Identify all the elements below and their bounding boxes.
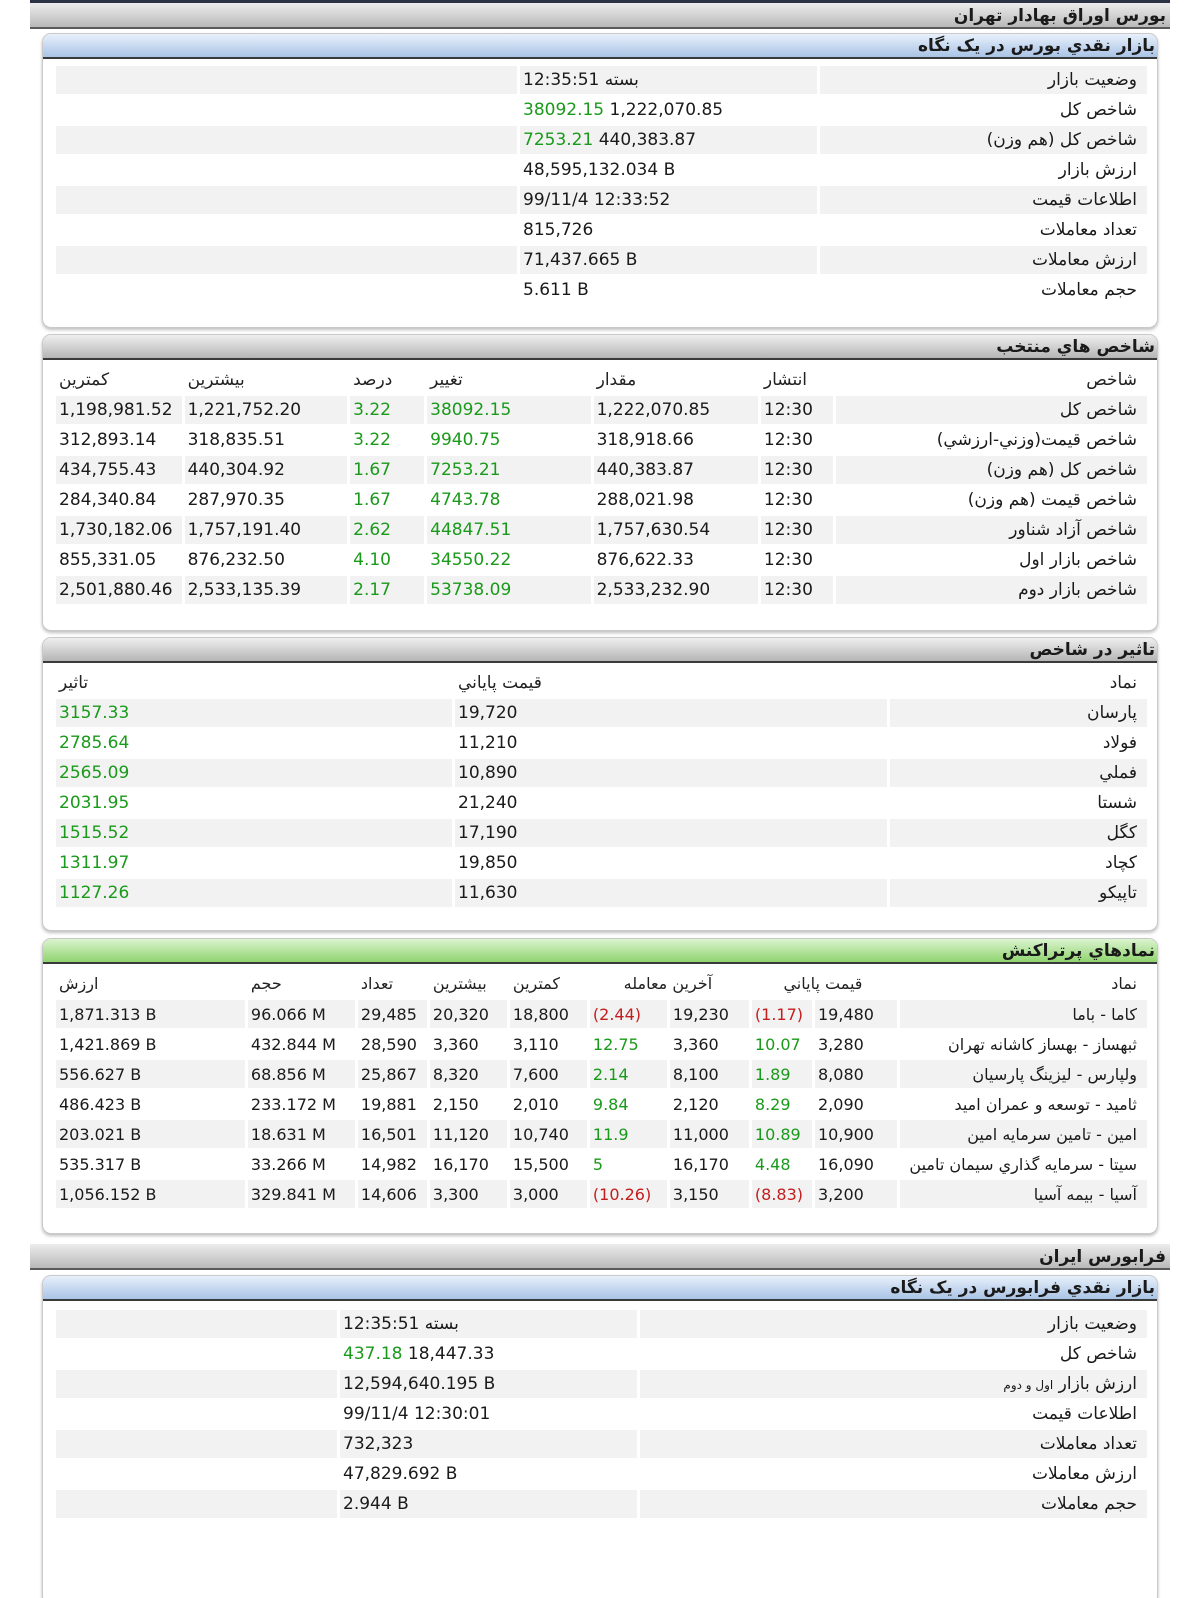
low-price: 7,600 <box>507 1060 587 1088</box>
impact-symbol[interactable]: کچاد <box>887 849 1147 877</box>
index-percent-cell: 3.22 <box>347 426 424 454</box>
col-header-volume: حجم <box>250 974 282 993</box>
last-price: 2,120 <box>667 1090 749 1118</box>
col-header-symbol: نماد <box>1111 974 1137 993</box>
high-price: 11,120 <box>427 1120 507 1148</box>
index-index-cell: شاخص بازار اول <box>833 546 1147 574</box>
empty-cell <box>53 156 517 184</box>
impact-row <box>53 729 1147 757</box>
col-header-value: ارزش <box>59 974 99 993</box>
ifb-label-text: ارزش معاملات <box>1031 1464 1137 1484</box>
index-index-cell: شاخص کل (هم وزن) <box>833 456 1147 484</box>
index-index-cell: شاخص قيمت (هم وزن) <box>833 486 1147 514</box>
summary-label: ارزش معاملات <box>817 246 1147 274</box>
index-row <box>53 426 1147 454</box>
index-index-cell: شاخص قيمت(وزني-ارزشي) <box>833 426 1147 454</box>
impact-row <box>53 879 1147 907</box>
low-price: 18,800 <box>507 1000 587 1028</box>
active-symbol-row <box>53 1000 1147 1028</box>
ifb-summary-value-text: 99/11/4 12:30:01 <box>343 1404 491 1424</box>
index-index-cell: شاخص آزاد شناور <box>833 516 1147 544</box>
high-price: 3,360 <box>427 1030 507 1058</box>
ifb-label-text: اطلاعات قيمت <box>1032 1404 1137 1424</box>
summary-value-text: 1,222,070.85 <box>609 100 724 120</box>
ifb-section-title: فرابورس ايران <box>30 1244 1170 1270</box>
index-percent-cell: 2.17 <box>347 576 424 604</box>
empty-cell <box>53 1400 337 1428</box>
col-header-close: قيمت پاياني <box>783 974 863 993</box>
impact-row <box>53 699 1147 727</box>
empty-cell <box>53 96 517 124</box>
selected-indices-panel <box>42 334 1158 631</box>
active-symbol-name[interactable]: سيتا - سرمايه گذاري سيمان تامين <box>897 1150 1147 1178</box>
close-percent: 10.89 <box>749 1120 812 1148</box>
close-percent: 10.07 <box>749 1030 812 1058</box>
index-low-cell: 2,501,880.46 <box>53 576 182 604</box>
ifb-summary-label <box>637 1430 1147 1458</box>
index-time-cell: 12:30 <box>758 456 834 484</box>
ifb-summary-value-text: 12:35:51 <box>343 1314 420 1334</box>
active-symbol-row <box>53 1180 1147 1208</box>
summary-value-text: 71,437.665 B <box>523 250 638 270</box>
empty-cell <box>53 276 517 304</box>
ifb-label-text: تعداد معاملات <box>1039 1434 1137 1454</box>
index-time-cell: 12:30 <box>758 516 834 544</box>
active-symbol-row <box>53 1150 1147 1178</box>
summary-row <box>53 66 1147 94</box>
summary-value-text: 5.611 B <box>523 280 589 300</box>
summary-row <box>53 276 1147 304</box>
index-low-cell: 312,893.14 <box>53 426 182 454</box>
impact-symbol[interactable]: شستا <box>887 789 1147 817</box>
trade-count: 14,982 <box>355 1150 427 1178</box>
ifb-summary-value-text: 12,594,640.195 B <box>343 1374 496 1394</box>
summary-value-text: 12:35:51 <box>523 70 600 90</box>
close-price: 10,900 <box>812 1120 897 1148</box>
col-header-low: کمترين <box>59 369 110 390</box>
selected-indices-title: شاخص هاي منتخب <box>43 335 1157 360</box>
ifb-summary-row <box>53 1370 1147 1398</box>
index-impact-panel <box>42 637 1158 931</box>
col-header-index: شاخص <box>1086 369 1137 390</box>
empty-cell <box>53 246 517 274</box>
ifb-summary-value-text: 2.944 B <box>343 1494 409 1514</box>
trade-value: 1,871.313 B <box>53 1000 245 1028</box>
ifb-summary-value <box>337 1310 637 1338</box>
summary-row <box>53 96 1147 124</box>
index-value-cell: 318,918.66 <box>591 426 758 454</box>
impact-close: 21,240 <box>452 789 887 817</box>
index-percent-cell: 3.22 <box>347 396 424 424</box>
impact-value: 1127.26 <box>53 879 452 907</box>
index-percent-cell: 1.67 <box>347 486 424 514</box>
ifb-summary-value <box>337 1400 637 1428</box>
active-symbol-name[interactable]: ثاميد - توسعه و عمران اميد <box>897 1090 1147 1118</box>
low-price: 3,000 <box>507 1180 587 1208</box>
summary-label: ارزش بازار <box>817 156 1147 184</box>
index-change-cell: 53738.09 <box>424 576 590 604</box>
active-symbol-row <box>53 1090 1147 1118</box>
ifb-summary-value-text: 18,447.33 <box>407 1344 495 1364</box>
summary-value-text: 440,383.87 <box>598 130 697 150</box>
close-price: 16,090 <box>812 1150 897 1178</box>
last-percent: 2.14 <box>587 1060 667 1088</box>
empty-cell <box>53 1460 337 1488</box>
index-change-cell: 38092.15 <box>424 396 590 424</box>
empty-cell <box>53 1490 337 1518</box>
active-symbols-table <box>53 967 1147 1210</box>
index-change-cell: 7253.21 <box>424 456 590 484</box>
trade-value: 1,056.152 B <box>53 1180 245 1208</box>
active-symbol-name[interactable]: ثبهساز - بهساز کاشانه تهران <box>897 1030 1147 1058</box>
impact-row <box>53 789 1147 817</box>
col-header-high: بيشترين <box>187 369 245 390</box>
col-header-value: مقدار <box>596 369 637 390</box>
impact-row <box>53 849 1147 877</box>
index-row <box>53 396 1147 424</box>
cash-market-title: بازار نقدي بورس در يک نگاه <box>43 34 1157 59</box>
ifb-summary-value-text: 47,829.692 B <box>343 1464 458 1484</box>
summary-value <box>517 96 817 124</box>
impact-symbol[interactable]: فملي <box>887 759 1147 787</box>
high-price: 16,170 <box>427 1150 507 1178</box>
index-change-cell: 9940.75 <box>424 426 590 454</box>
ifb-label-text: شاخص کل <box>1059 1344 1137 1364</box>
empty-cell <box>53 186 517 214</box>
ifb-summary-value <box>337 1430 637 1458</box>
close-price: 19,480 <box>812 1000 897 1028</box>
tse-section-title: بورس اوراق بهادار تهران <box>30 3 1170 29</box>
index-row <box>53 576 1147 604</box>
active-symbol-name[interactable]: کاما - باما <box>897 1000 1147 1028</box>
active-symbol-name[interactable]: امين - تامين سرمايه امين <box>897 1120 1147 1148</box>
summary-label: تعداد معاملات <box>817 216 1147 244</box>
trade-value: 486.423 B <box>53 1090 245 1118</box>
active-symbols-title: نمادهاي پرتراکنش <box>43 939 1157 964</box>
low-price: 10,740 <box>507 1120 587 1148</box>
index-value-cell: 440,383.87 <box>591 456 758 484</box>
impact-value: 2031.95 <box>53 789 452 817</box>
ifb-label-text: وضعيت بازار <box>1047 1314 1137 1334</box>
ifb-summary-row <box>53 1490 1147 1518</box>
last-percent: 9.84 <box>587 1090 667 1118</box>
summary-value-text: 815,726 <box>523 220 594 240</box>
summary-value <box>517 276 817 304</box>
index-time-cell: 12:30 <box>758 426 834 454</box>
last-price: 19,230 <box>667 1000 749 1028</box>
last-percent: 5 <box>587 1150 667 1178</box>
summary-value-text: 99/11/4 12:33:52 <box>523 190 671 210</box>
close-price: 8,080 <box>812 1060 897 1088</box>
index-high-cell: 318,835.51 <box>182 426 348 454</box>
impact-close: 11,630 <box>452 879 887 907</box>
ifb-summary-row <box>53 1430 1147 1458</box>
impact-symbol[interactable]: فولاد <box>887 729 1147 757</box>
impact-close: 11,210 <box>452 729 887 757</box>
impact-value: 2785.64 <box>53 729 452 757</box>
high-price: 8,320 <box>427 1060 507 1088</box>
low-price: 15,500 <box>507 1150 587 1178</box>
trade-volume: 33.266 M <box>245 1150 355 1178</box>
close-percent: (8.83) <box>749 1180 812 1208</box>
col-header-change: تغيير <box>430 369 463 390</box>
trade-value: 1,421.869 B <box>53 1030 245 1058</box>
index-row <box>53 516 1147 544</box>
trade-count: 25,867 <box>355 1060 427 1088</box>
impact-close: 19,850 <box>452 849 887 877</box>
trade-value: 535.317 B <box>53 1150 245 1178</box>
index-change-cell: 34550.22 <box>424 546 590 574</box>
active-symbol-row <box>53 1060 1147 1088</box>
summary-label: وضعيت بازار <box>817 66 1147 94</box>
index-low-cell: 434,755.43 <box>53 456 182 484</box>
ifb-summary-row <box>53 1340 1147 1368</box>
trade-volume: 329.841 M <box>245 1180 355 1208</box>
index-value-cell: 2,533,232.90 <box>591 576 758 604</box>
trade-value: 203.021 B <box>53 1120 245 1148</box>
close-percent: 1.89 <box>749 1060 812 1088</box>
trade-volume: 432.844 M <box>245 1030 355 1058</box>
ifb-summary-label <box>637 1460 1147 1488</box>
summary-change: 7253.21 <box>523 130 594 150</box>
index-high-cell: 876,232.50 <box>182 546 348 574</box>
index-high-cell: 1,221,752.20 <box>182 396 348 424</box>
ifb-label-text: حجم معاملات <box>1041 1494 1137 1514</box>
close-percent: 4.48 <box>749 1150 812 1178</box>
trade-count: 14,606 <box>355 1180 427 1208</box>
last-percent: (2.44) <box>587 1000 667 1028</box>
index-percent-cell: 2.62 <box>347 516 424 544</box>
impact-value: 1515.52 <box>53 819 452 847</box>
close-price: 2,090 <box>812 1090 897 1118</box>
ifb-summary-label <box>637 1490 1147 1518</box>
market-status-text: بسته <box>604 70 639 90</box>
high-price: 2,150 <box>427 1090 507 1118</box>
ifb-summary-value <box>337 1370 637 1398</box>
summary-value <box>517 186 817 214</box>
cash-market-table <box>53 64 1147 306</box>
summary-label: شاخص کل (هم وزن) <box>817 126 1147 154</box>
trade-count: 16,501 <box>355 1120 427 1148</box>
col-header-last: آخرين معامله <box>623 974 713 993</box>
impact-close: 17,190 <box>452 819 887 847</box>
summary-change: 38092.15 <box>523 100 605 120</box>
col-header-count: تعداد <box>360 974 394 993</box>
index-percent-cell: 1.67 <box>347 456 424 484</box>
index-low-cell: 284,340.84 <box>53 486 182 514</box>
empty-cell <box>53 66 517 94</box>
col-header-impact: تاثير <box>59 672 89 693</box>
empty-cell <box>53 1340 337 1368</box>
summary-value <box>517 66 817 94</box>
index-time-cell: 12:30 <box>758 396 834 424</box>
index-low-cell: 1,198,981.52 <box>53 396 182 424</box>
impact-row <box>53 759 1147 787</box>
active-symbol-row <box>53 1030 1147 1058</box>
index-value-cell: 288,021.98 <box>591 486 758 514</box>
ifb-summary-label <box>637 1340 1147 1368</box>
index-time-cell: 12:30 <box>758 486 834 514</box>
ifb-summary-value <box>337 1460 637 1488</box>
close-price: 3,280 <box>812 1030 897 1058</box>
index-change-cell: 44847.51 <box>424 516 590 544</box>
col-header-low: کمترين <box>512 974 561 993</box>
close-percent: 8.29 <box>749 1090 812 1118</box>
index-impact-table <box>53 666 1147 909</box>
ifb-summary-value <box>337 1340 637 1368</box>
empty-cell <box>53 1370 337 1398</box>
trade-volume: 96.066 M <box>245 1000 355 1028</box>
trade-count: 29,485 <box>355 1000 427 1028</box>
col-header-high: بيشترين <box>432 974 487 993</box>
empty-cell <box>53 1430 337 1458</box>
empty-cell <box>53 216 517 244</box>
ifb-market-title: بازار نقدي فرابورس در يک نگاه <box>43 1276 1157 1301</box>
close-percent: (1.17) <box>749 1000 812 1028</box>
ifb-summary-row <box>53 1400 1147 1428</box>
index-index-cell: شاخص کل <box>833 396 1147 424</box>
empty-cell <box>53 126 517 154</box>
last-price: 11,000 <box>667 1120 749 1148</box>
impact-value: 2565.09 <box>53 759 452 787</box>
summary-value-text: 48,595,132.034 B <box>523 160 676 180</box>
last-percent: 11.9 <box>587 1120 667 1148</box>
index-row <box>53 456 1147 484</box>
index-row <box>53 486 1147 514</box>
summary-row <box>53 186 1147 214</box>
trade-volume: 233.172 M <box>245 1090 355 1118</box>
index-impact-title: تاثير در شاخص <box>43 638 1157 663</box>
index-index-cell: شاخص بازار دوم <box>833 576 1147 604</box>
ifb-market-panel <box>42 1275 1158 1598</box>
index-high-cell: 440,304.92 <box>182 456 348 484</box>
impact-value: 3157.33 <box>53 699 452 727</box>
ifb-summary-change: 437.18 <box>343 1344 403 1364</box>
summary-value <box>517 216 817 244</box>
index-percent-cell: 4.10 <box>347 546 424 574</box>
low-price: 2,010 <box>507 1090 587 1118</box>
active-symbol-name[interactable]: ولپارس - ليزينگ پارسيان <box>897 1060 1147 1088</box>
impact-value: 1311.97 <box>53 849 452 877</box>
col-header-percent: درصد <box>353 369 393 390</box>
last-price: 3,150 <box>667 1180 749 1208</box>
summary-value <box>517 246 817 274</box>
summary-value <box>517 156 817 184</box>
ifb-summary-label <box>637 1400 1147 1428</box>
summary-row <box>53 216 1147 244</box>
empty-cell <box>53 1310 337 1338</box>
index-change-cell: 4743.78 <box>424 486 590 514</box>
close-price: 3,200 <box>812 1180 897 1208</box>
index-high-cell: 287,970.35 <box>182 486 348 514</box>
index-high-cell: 1,757,191.40 <box>182 516 348 544</box>
impact-close: 10,890 <box>452 759 887 787</box>
trade-count: 28,590 <box>355 1030 427 1058</box>
active-symbol-name[interactable]: آسيا - بيمه آسيا <box>897 1180 1147 1208</box>
summary-row <box>53 156 1147 184</box>
impact-symbol[interactable]: پارسان <box>887 699 1147 727</box>
col-header-time: انتشار <box>763 369 808 390</box>
ifb-summary-label <box>637 1370 1147 1398</box>
summary-label: شاخص کل <box>817 96 1147 124</box>
index-low-cell: 855,331.05 <box>53 546 182 574</box>
summary-value <box>517 126 817 154</box>
index-value-cell: 1,222,070.85 <box>591 396 758 424</box>
impact-symbol[interactable]: تاپيکو <box>887 879 1147 907</box>
last-price: 16,170 <box>667 1150 749 1178</box>
summary-label: حجم معاملات <box>817 276 1147 304</box>
ifb-summary-row <box>53 1310 1147 1338</box>
cash-market-panel <box>42 33 1158 328</box>
active-symbol-row <box>53 1120 1147 1148</box>
ifb-label-text: ارزش بازار <box>1058 1374 1137 1394</box>
index-high-cell: 2,533,135.39 <box>182 576 348 604</box>
index-row <box>53 546 1147 574</box>
summary-row <box>53 126 1147 154</box>
ifb-status-text: بسته <box>424 1314 459 1334</box>
trade-volume: 68.856 M <box>245 1060 355 1088</box>
last-percent: 12.75 <box>587 1030 667 1058</box>
summary-label: اطلاعات قيمت <box>817 186 1147 214</box>
impact-row <box>53 819 1147 847</box>
index-value-cell: 876,622.33 <box>591 546 758 574</box>
last-price: 3,360 <box>667 1030 749 1058</box>
high-price: 3,300 <box>427 1180 507 1208</box>
index-value-cell: 1,757,630.54 <box>591 516 758 544</box>
summary-row <box>53 246 1147 274</box>
trade-count: 19,881 <box>355 1090 427 1118</box>
ifb-summary-label <box>637 1310 1147 1338</box>
index-time-cell: 12:30 <box>758 576 834 604</box>
ifb-summary-value-text: 732,323 <box>343 1434 414 1454</box>
active-symbols-panel <box>42 938 1158 1234</box>
impact-symbol[interactable]: کگل <box>887 819 1147 847</box>
last-percent: (10.26) <box>587 1180 667 1208</box>
trade-volume: 18.631 M <box>245 1120 355 1148</box>
col-header-symbol: نماد <box>1109 672 1137 693</box>
col-header-close: قيمت پاياني <box>458 672 542 693</box>
trade-value: 556.627 B <box>53 1060 245 1088</box>
index-low-cell: 1,730,182.06 <box>53 516 182 544</box>
ifb-market-table <box>53 1308 1147 1520</box>
selected-indices-table <box>53 363 1147 606</box>
index-time-cell: 12:30 <box>758 546 834 574</box>
ifb-summary-row <box>53 1460 1147 1488</box>
last-price: 8,100 <box>667 1060 749 1088</box>
ifb-label-note: اول و دوم <box>1003 1378 1054 1392</box>
impact-close: 19,720 <box>452 699 887 727</box>
low-price: 3,110 <box>507 1030 587 1058</box>
ifb-summary-value <box>337 1490 637 1518</box>
high-price: 20,320 <box>427 1000 507 1028</box>
